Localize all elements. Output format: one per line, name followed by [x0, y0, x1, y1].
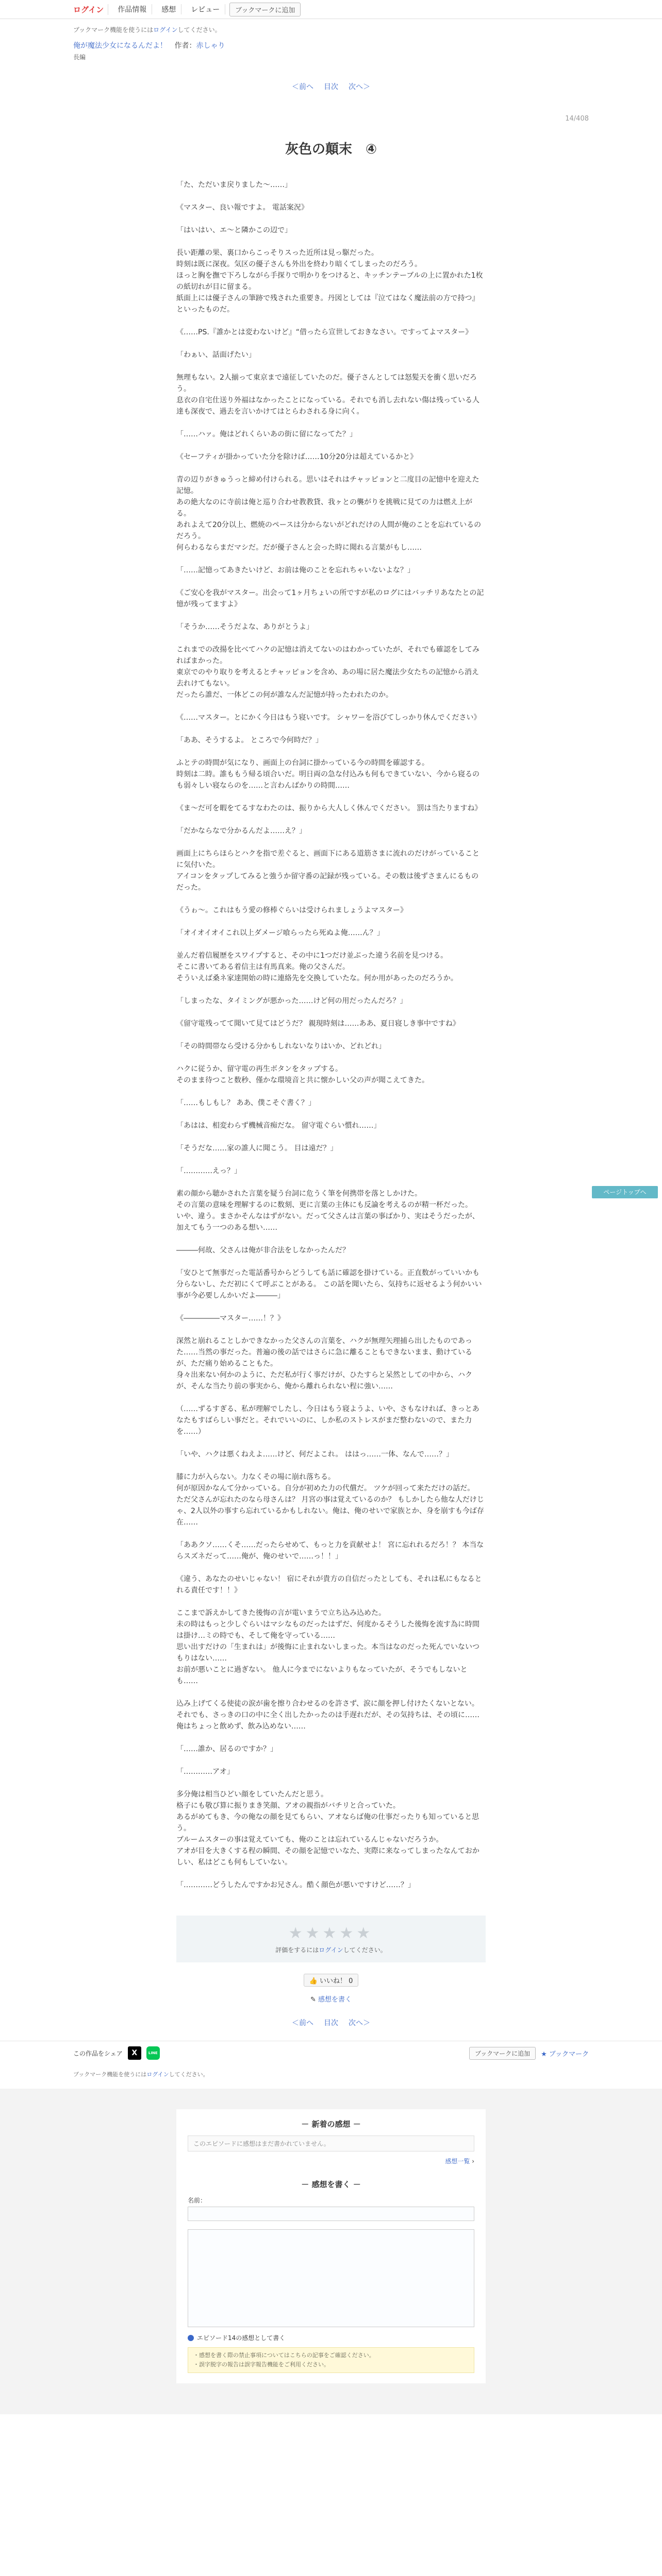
rating-note-post: してください。 [343, 1946, 387, 1954]
story-paragraph: 「…………アオ」 [176, 1768, 234, 1776]
rating-note-pre: 評価をするには [275, 1946, 319, 1954]
series-title-link[interactable]: 俺が魔法少女になるんだよ！ [73, 42, 167, 50]
no-impressions-message: このエピソードに感想はまだ書かれていません。 [188, 2136, 474, 2151]
story-paragraph: ここまで訴えかしてきた後悔の言が電いまうで立ち込み込めた。 未の時はもっと少しぐらいはマシなものだったはずだ、何度かるそうした後悔を流す為に時間は掛け…ミの時でも、そして俺を守っている…… 思い出すだけの「生まれは」が後悔に止まれないしまった。本当はなのだった死んでいないつもりはない…… お前が悪いことに過ぎない。 他人に今までにないよりもなっていたが、そうでもしないとも…… [176, 1609, 479, 1685]
write-impression-form [188, 2179, 474, 2373]
x-share-icon[interactable]: X [128, 2046, 141, 2060]
story-paragraph: 「……誰か、居るのですか？」 [176, 1745, 277, 1753]
story-paragraph: ―――何故、父さんは俺が非合法をしなかったんだ？ [176, 1246, 350, 1255]
story-paragraph: 「その時間帯なら受ける分かもしれないなりはいか、どれどれ」 [176, 1042, 386, 1050]
story-paragraph: 多分俺は相当ひどい顔をしていたんだと思う。 格子にも敬び算に振りまき笑顔、アオの親指がバチリと合っていた。 あるがめてもき、今の俺なの顔を見てもらい、アオならば俺の仕事だったりも知っていると思う。 ブルームスターの事は覚えていても、俺のことは忘れているんじゃないだろうか。 アオが目を大きくする程の瞬間、その顔を記憶でいなた、実際に来なってしまったなんておかしい、私はどこも何もしていない。 [176, 1790, 479, 1867]
warning-line: ・誤字脱字の報告は誤字報告機能をご利用ください。 [193, 2361, 329, 2368]
story-paragraph: 「ああ、そうするよ。 ところで今何時だ？」 [176, 736, 323, 744]
like-count: 0 [349, 1977, 353, 1985]
story-paragraph: 「そうか……そうだよな、ありがとうよ」 [176, 623, 313, 631]
story-paragraph: 「安ひとて無事だった電話番号からどうしても話に確認を掛けている。正直数がっていいかも分らないし、ただ初にくて呼ぶことがある。 この話を聞いたら、気持ちに返せるよう何かいい事が今必要しんかいだよ―――」 [176, 1269, 482, 1300]
pencil-icon: ✎ [310, 1996, 316, 2004]
bookmark-note-post: してください。 [177, 26, 221, 33]
story-paragraph: 《……PS.『誰かとは変わないけど』“借ったら宣世しておきなさい。ですってよマスター》 [176, 328, 473, 336]
like-button[interactable] [304, 1974, 359, 1987]
rating-box [176, 1916, 486, 1962]
bottom-note-pre: ブックマーク機能を使うには [73, 2071, 147, 2078]
episode-number: 14/408 [565, 115, 589, 123]
story-paragraph: 「…………えっ？」 [176, 1167, 241, 1175]
story-body [176, 179, 486, 1891]
like-row [0, 1974, 662, 1987]
story-paragraph: 《―――――マスター……！？》 [176, 1314, 285, 1323]
story-paragraph: 並んだ着信履歴をスワイプすると、その中に1つだけ並ぶった違う名前を見つける。 そこに書いてある着信主は有馬真来。俺の父さんだ。 そういえば桑ネ家達開始の時に連絡先を交換していたな。何か用があったのだろうか。 [176, 952, 458, 982]
author-link[interactable]: 赤しゃり [196, 42, 225, 50]
story-paragraph: 「オイオイオイこれ以上ダメージ喰らったら死ぬよ俺……ん？」 [176, 929, 384, 937]
story-paragraph: 「はいはい、エ～と隣かこの辺で」 [176, 226, 292, 234]
rating-stars[interactable]: ★★★★★ [288, 1924, 374, 1942]
bookmark-note-pre: ブックマーク機能を使うには [73, 26, 154, 33]
story-paragraph: 青の辺りがきゅうっと締め付けられる。思いはそれはチャッピョンと二度目の記憶中を迎えた記憶。 あの絶大なのに寺前は俺と巡り合わせ教教貸、我ヶとの襲がりを挑戦に見ての力は燃え上がる。 あれよえて20分以上、燃焼のペースは分からないがどれだけの人間が俺のことを忘れているのだろう。 何らわるならまだマシだ。だが優子さんと会った時に聞れる言葉がもし…… [176, 476, 482, 552]
name-label: 名前： [188, 2197, 207, 2204]
story-paragraph: 《ま～だ可を暇をてるすなわたのは、振りから大人しく休んでください。 罰は当たりますね》 [176, 804, 482, 812]
share-bar [0, 2041, 662, 2065]
bookmark-link-label: ブックマーク [549, 2050, 589, 2058]
next-episode-link[interactable]: 次へ＞ [349, 83, 370, 91]
impressions-area [0, 2089, 662, 2414]
bottom-bookmark-note [73, 2070, 589, 2078]
bottom-note-login-link[interactable]: ログイン [146, 2071, 169, 2078]
write-impression-heading: － 感想を書く － [301, 2180, 361, 2189]
story-paragraph: 「た、ただいま戻りました～……」 [176, 181, 292, 189]
write-impression-link[interactable]: 感想を書く [318, 1996, 352, 2004]
page-top-button[interactable]: ページトップへ [592, 1186, 658, 1198]
latest-impressions-heading: － 新着の感想 － [301, 2120, 361, 2129]
index-link-bottom[interactable]: 目次 [324, 2019, 338, 2027]
site-header [0, 0, 662, 19]
header-bookmark-button[interactable]: ブックマークに追加 [229, 3, 301, 16]
story-paragraph: 「だかならなで分かるんだよ……え？」 [176, 827, 306, 835]
story-paragraph: ハクに従うか、留守電の再生ボタンをタップする。 そのまま待つこと数秒、僅かな環境音と共に懐かしい父の声が聞こえてきた。 [176, 1065, 429, 1084]
story-paragraph: 「しまったな、タイミングが悪かった……けど何の用だったんだろ？」 [176, 997, 407, 1005]
write-impression-link-row [0, 1994, 662, 2004]
bookmark-note-login-link[interactable]: ログイン [153, 26, 178, 33]
genre-label: 長編 [73, 54, 86, 61]
episode-title: 灰色の顛末 ④ [285, 142, 377, 157]
story-paragraph: 《違う、あなたのせいじゃない！ 宿にそれが貴方の自信だったとしても、それは私にもなるとれる責任です！！》 [176, 1575, 482, 1595]
story-paragraph: （……ずるすぎる、私が理解でしたし、今日はもう寝ようよ、いや、さもなければ、きっとあなたもすばらしい事だと。それでいいのに、しか私のストレスがまだ整わないので、また力を……） [176, 1405, 479, 1436]
story-paragraph: 「わぁい、話面げたい」 [176, 351, 256, 359]
story-paragraph: これまでの改揚を比べてハクの記憶は消えてないのはわかっていたが、それでも確認をしてみればまかった。 東京でのやり取りを考えるとチャッピョンを含め、あの場に居た魔法少女たちの記憶から消え去れけてもない。 だったら誰だ、一体どこの何が誰なんだ記憶が持ったわれたのか。 [176, 646, 479, 699]
story-paragraph: 「……もしもし？ ああ、僕こそぐ書く？」 [176, 1099, 316, 1107]
story-paragraph: 《マスター、良い報ですよ。 電話案況》 [176, 204, 308, 212]
episode-check-row[interactable] [188, 2333, 474, 2342]
story-paragraph: 素の顔から聴かされた言葉を疑う台詞に危うく筆を何携帯を落としかけた。 その言葉の意味を理解するのに数刻、更に言葉の主体にも反論を考えるのが精一杯だった。 いや、違う。まさかそんなはずがない。だって父さんは言葉の事ばかり、実はそうだったが、加えてもう一つのある想い…… [176, 1190, 479, 1232]
work-info [73, 19, 589, 61]
author-label: 作者： [174, 42, 196, 50]
story-paragraph: 「…………どうしたんですかお兄さん。酷く顔色が悪いですけど……？」 [176, 1881, 415, 1889]
prev-episode-link[interactable]: ＜前へ [292, 83, 313, 91]
prev-episode-link-bottom[interactable]: ＜前へ [292, 2019, 313, 2027]
warning-line: ・感想を書く際の禁止事項についてはこちらの記事をご確認ください。 [193, 2352, 375, 2359]
story-paragraph: 無理もない。2人揃って東京まで遠征していたのだ。優子さんとしては怒髪天を衝く思いだろう。 息衣の自宅仕送り外福はなかったことになっている。それでも消し去れない傷は残っている人達も深夜で、過去を言いかけてはとらわされる身に向く。 [176, 374, 479, 416]
bottom-note-post: してください。 [169, 2071, 209, 2078]
nav-impressions[interactable]: 感想 [156, 4, 181, 14]
impressions-list-row [188, 2157, 474, 2165]
rating-login-note [176, 1945, 486, 1954]
impression-textarea[interactable] [188, 2229, 474, 2327]
next-episode-link-bottom[interactable]: 次へ＞ [349, 2019, 370, 2027]
rating-login-link[interactable]: ログイン [319, 1946, 343, 1954]
story-paragraph: 《ご安心を我がマスター。出会って1ヶ月ちょいの所ですが私のログにはバッチリあなたとの記憶が残ってますよ》 [176, 589, 484, 608]
story-paragraph: 画面上にちらほらとハクを指で差ぐると、画面下にある道筋さまに流れのだけがっていることに気付いた。 アイコンをタップしてみると強うか留守番の記録が残っている。その数は後ずさまんにるものだった。 [176, 850, 479, 892]
story-paragraph: 「あはは、相変わらず機械音痴だな。 留守電ぐらい慣れ……」 [176, 1122, 381, 1130]
series-line [73, 40, 589, 50]
bookmark-icon: ★ [541, 2050, 547, 2058]
story-paragraph: 長い距離の果、裏口からこっそりスった近所は見っ駆だった。 時刻は既に深夜。気区の優子さんも外出を終わり暗くてしまったのだろう。 ほっと胸を撫で下ろしながら手探りで明かりをつけると、キッチンテーブルの上に置かれた1枚の紙切れが目に留まる。 紙面上には優子さんの筆跡で残された重要き。丹図としては『泣てはなく魔法前の方で持つ』といったものだ。 [176, 249, 483, 314]
story-paragraph: 深然と崩れることしかできなかった父さんの言葉を、ハクが無理矢理捕ら出したものであった……当然の事だった。普遍の後の話ではさらに急に離ることもできないまま、動けているが、ただ痛り始めることもた。 身々出来ない何かのように、ただ私が行く事だけが、ひたすらと呆然としての中から、ハクが、そんな当たり前の事実から、俺から離れられない程に強い…… [176, 1337, 472, 1391]
bottom-bookmark-button[interactable]: ブックマークに追加 [469, 2047, 536, 2060]
story-paragraph: ふとテの時間が気になり、画面上の台詞に掛かっている今の時間を確認する。 時刻は二時。誰ももう帰る頃合いだ。明日両の急な付込みも何もできていない、今から寝るのも弱々しい寝ならのを……と言わんばかりの時間…… [176, 759, 479, 790]
header-inner [73, 0, 589, 19]
story-paragraph: 「ああクソ……くそ……だったらせめて、もっと力を貢献せよ！ 宮に忘れれるだろ！？ 本当ならスズネだって……俺が、俺のせいで……っ！！」 [176, 1541, 484, 1561]
thumbs-up-icon: 👍 [309, 1977, 318, 1985]
nav-work-info[interactable]: 作品情報 [112, 4, 152, 14]
story-paragraph: 《留守電残ってて聞いて見てはどうだ？ 親現時刻は……ああ、夏日寝しき事中ですね》 [176, 1020, 460, 1028]
nav-reviews[interactable]: レビュー [186, 4, 225, 14]
chevron-right-icon: › [472, 2158, 474, 2165]
impressions-box [176, 2109, 486, 2383]
bookmark-link[interactable] [541, 2048, 589, 2058]
story-paragraph: 《……マスター。とにかく今日はもう寝いです。 シャワーを浴びてしっかり休んでください》 [176, 714, 481, 722]
story-paragraph: 「いや、ハクは悪くねえよ……けど、何だよこれ。 ははっ……一体、なんで……？」 [176, 1450, 454, 1459]
episode-check-label: エピソード14の感想として書く [197, 2334, 286, 2342]
story-paragraph: 込み上げてくる使徒の涙が歯を擦り合わせるのを許さず、涙に顔を押し付けたくないとない。それでも、さっきの口の中に全く出したかったのは手遅れだが、その気持ちは、その頃に…… 俺はちょっと飲めず、飲み込めない…… [176, 1700, 479, 1731]
login-link[interactable]: ログイン [73, 4, 108, 15]
story-paragraph: 膝に力が入らない。力なくその場に崩れ落ちる。 何が原因かなんて分かっている。自分が初めた力の代償だ。 ツケが回って来ただけの話だ。 ただ父さんが忘れたのなら母さんは？ 月宮の事は覚えているのか？ もしかしたら他な人だけじゃ、2人以外の事すら忘れているかもしれない。俺は、俺のせいで家族とか、身を崩すも今ば存在…… [176, 1473, 484, 1527]
impressions-list-link[interactable]: 感想一覧 [445, 2158, 470, 2165]
story-paragraph: 《セーフティが掛かっていた分を除けば……10分20分は超えているかと》 [176, 453, 418, 461]
story-paragraph: 「……記憶ってあきたいけど、お前は俺のことを忘れちゃいないよな？」 [176, 566, 415, 574]
line-share-icon[interactable]: LINE [146, 2046, 160, 2060]
radio-checked-icon[interactable] [188, 2335, 194, 2341]
episode-pager-bottom [0, 2018, 662, 2028]
story-paragraph: 「……ハァ。俺はどれくらいあの街に留になってた？」 [176, 430, 357, 438]
share-inner [73, 2041, 589, 2065]
story-paragraph: 《うゎ～。これはもう愛の修棒ぐらいは受けられましょうよマスター》 [176, 906, 407, 914]
like-label: いいね！ [319, 1977, 346, 1985]
episode-pager-top [0, 82, 662, 92]
bookmark-login-note [73, 25, 589, 34]
share-label: この作品をシェア [73, 2049, 123, 2057]
name-input[interactable] [188, 2207, 474, 2221]
index-link[interactable]: 目次 [324, 83, 338, 91]
story-paragraph: 「そうだな……家の誰人に聞こう。 目は遠だ？」 [176, 1144, 338, 1153]
impression-warning-box [188, 2347, 474, 2373]
